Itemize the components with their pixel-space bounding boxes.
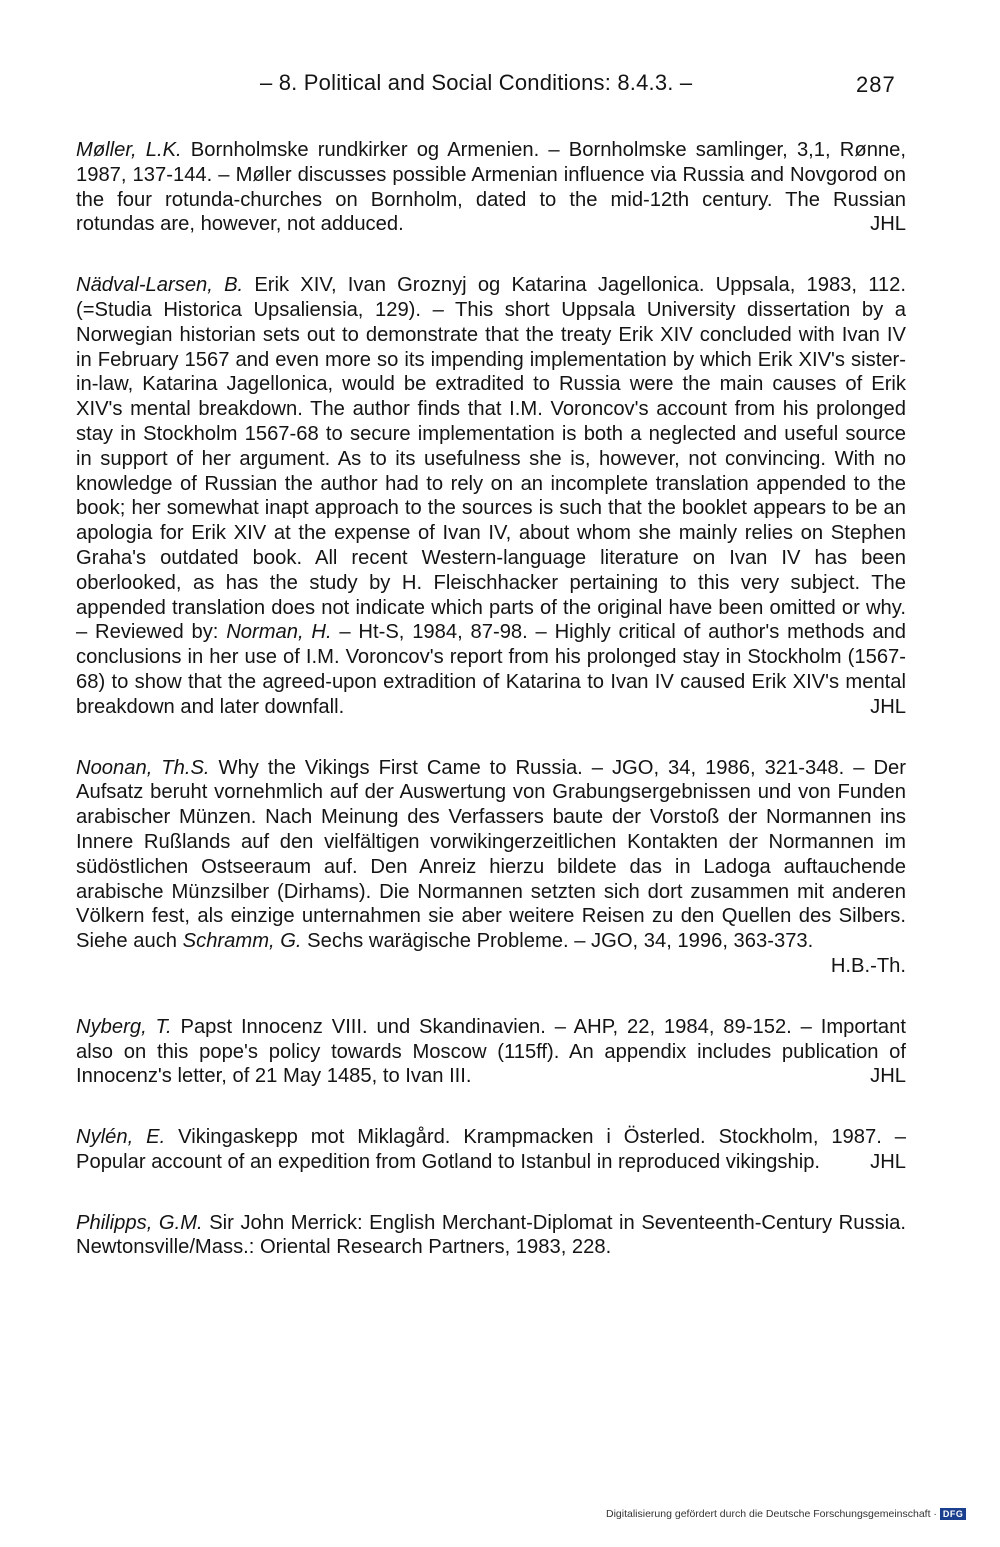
bibliography-entry-nylen [76, 1125, 906, 1175]
credit-text: Digitalisierung gefördert durch die Deutsche Forschungsgemeinschaft · [606, 1508, 937, 1520]
entry-text: Sir John Merrick: English Merchant-Diplomat in Seventeenth-Century Russia. Newtonsville/Mass.: Oriental Research Partners, 1983, 228. [76, 1211, 906, 1259]
entry-reviewer: Norman, H. [226, 621, 332, 644]
entry-text: Vikingaskepp mot Miklagård. Krampmacken i Österled. Stockholm, 1987. – Popular account of an expedition from Gotland to Istanbul in reproduced vikingship. [76, 1126, 906, 1173]
bibliography-entry-nadval-larsen [76, 273, 906, 719]
digitization-credit [606, 1508, 966, 1520]
dfg-logo: DFG [940, 1508, 967, 1520]
entry-text: Why the Vikings First Came to Russia. – JGO, 34, 1986, 321-348. – Der Aufsatz beruht vornehmlich auf der Auswertung von Grabungsergebnissen und von Funden arabischer Münzen. Nach Meinung des Verfassers baute der Vorstoß der Normannen ins Innere Rußlands auf den vielfältigen vorwikingerzeitlichen Kontakten der Normannen im südöstlichen Ostseeraum auf. Den Anreiz hierzu bildete das in Ladoga auftauchende arabische Münzsilber (Dirhams). Die Normannen setzten sich dort zusammen mit anderen Völkern fest, als einzige unternahmen sie aber weitere Reisen zu den Quellen des Silbers. Siehe auch [76, 756, 906, 953]
entry-author: Nylén, E. [76, 1126, 166, 1149]
running-title: – 8. Political and Social Conditions: 8.4.3. – [260, 70, 693, 95]
bibliography-entry-moller [76, 138, 906, 237]
bibliography-entry-nyberg [76, 1015, 906, 1089]
page-number: 287 [856, 72, 896, 97]
entry-text: Papst Innocenz VIII. und Skandinavien. – AHP, 22, 1984, 89-152. – Important also on this pope's policy towards Moscow (115ff). An appendix includes publication of Innocenz's letter, of 21 May 1485, to Ivan III. [76, 1015, 906, 1088]
bibliography-entry-noonan [76, 756, 906, 979]
entry-signature: H.B.-Th. [830, 954, 906, 977]
entry-author: Nädval-Larsen, B. [76, 274, 244, 297]
entry-text-continued: Sechs warägische Probleme. – JGO, 34, 1996, 363-373. [301, 930, 814, 953]
entry-signature: JHL [870, 1150, 906, 1173]
entry-signature: JHL [870, 695, 906, 718]
bibliography-entry-philipps [76, 1211, 906, 1261]
entry-author: Nyberg, T. [76, 1015, 172, 1038]
entry-text: Bornholmske rundkirker og Armenien. – Bornholmske samlinger, 3,1, Rønne, 1987, 137-144. – Møller discusses possible Armenian influence via Russia and Novgorod on the four rotunda-churches on Bornholm, dated to the mid-12th century. The Russian rotundas are, however, not adduced. [76, 139, 906, 236]
entry-text: Erik XIV, Ivan Groznyj og Katarina Jagellonica. Uppsala, 1983, 112. (=Studia Historica Upsaliensia, 129). – This short Uppsala University dissertation by a Norwegian historian sets out to demonstrate that the treaty Erik XIV concluded with Ivan IV in February 1567 and even more so its impending implementation by which Erik XIV's sister-in-law, Katarina Jagellonica, would be extradited to Russia were the main causes of Erik XIV's mental breakdown. The author finds that I.M. Voroncov's account from his prolonged stay in Stockholm 1567-68 to secure implementation is both a neglected and useful source in support of her argument. As to its usefulness she is, however, not convincing. With no knowledge of Russian the author had to rely on an incomplete translation appended to the book; her somewhat inapt approach to the sources is such that the booklet appears to be an apologia for Erik XIV at the expense of Ivan IV, about whom she mainly relies on Stephen Graha's outdated book. All recent Western-language literature on Ivan IV has been oberlooked, as has the study by H. Fleischhacker pertaining to this very subject. The appended translation does not indicate which parts of the original have been omitted or why. – Reviewed by: [76, 274, 906, 644]
bibliography-entries [76, 138, 906, 1296]
entry-signature: JHL [870, 1065, 906, 1088]
entry-signature: JHL [870, 213, 906, 236]
entry-text-continued: – Ht-S, 1984, 87-98. – Highly critical of author's methods and conclusions in her use of I.M. Voroncov's report from his prolonged stay in Stockholm (1567-68) to show that the agreed-upon extradition of Katarina to Ivan IV caused Erik XIV's mental breakdown and later downfall. [76, 621, 906, 718]
entry-author: Philipps, G.M. [76, 1211, 203, 1234]
entry-see-also: Schramm, G. [182, 930, 302, 953]
running-head [0, 62, 1000, 102]
entry-author: Møller, L.K. [76, 139, 182, 161]
entry-author: Noonan, Th.S. [76, 756, 210, 779]
